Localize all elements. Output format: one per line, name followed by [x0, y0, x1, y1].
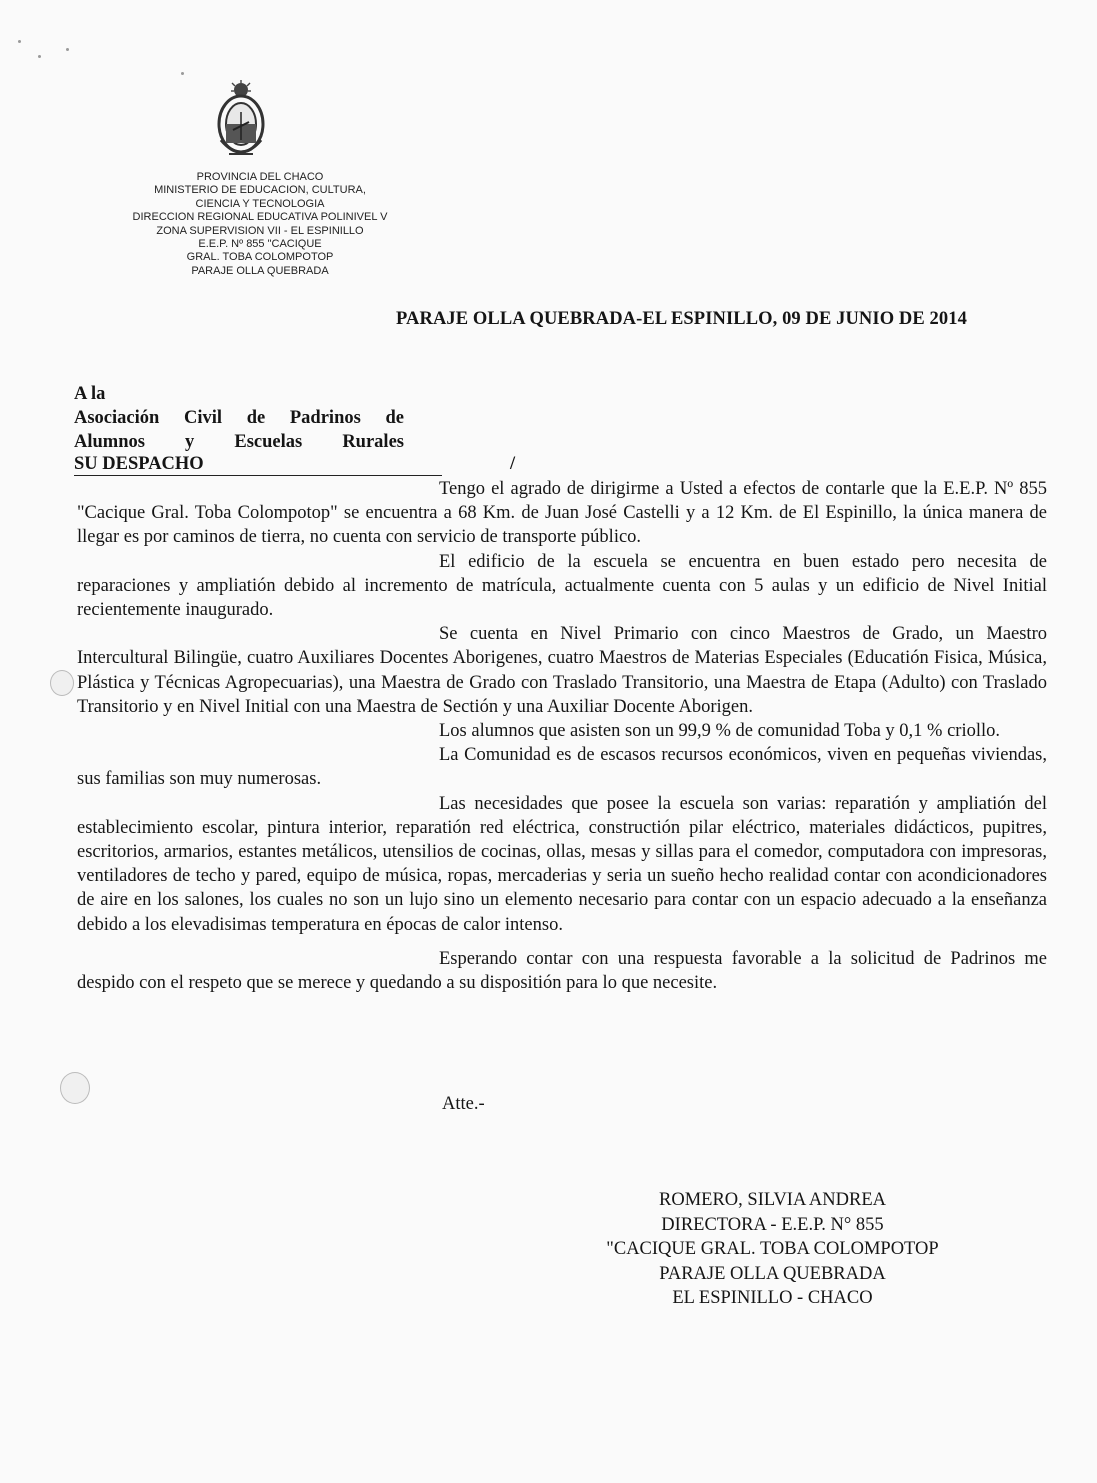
scan-speck [18, 40, 21, 43]
scan-speck [38, 55, 41, 58]
addressee-block [74, 382, 404, 454]
punch-hole [60, 1072, 90, 1104]
su-despacho-line [74, 454, 516, 476]
argentine-coat-of-arms-icon [215, 80, 267, 164]
addressee-line: A la [74, 384, 106, 404]
closing: Atte.- [442, 1094, 485, 1114]
despacho-slash: / [510, 454, 516, 474]
body-paragraph: Esperando contar con una respuesta favorable a la solicitud de Padrinos me despido con el respeto que se merece y quedando a su dispositión para lo que necesite. [77, 948, 1047, 994]
letterhead-line: DIRECCION REGIONAL EDUCATIVA POLINIVEL V [132, 211, 388, 224]
scan-speck [181, 72, 184, 75]
punch-hole [50, 670, 74, 696]
letterhead-line: MINISTERIO DE EDUCACION, CULTURA, [154, 184, 366, 197]
body-paragraph: La Comunidad es de escasos recursos económicos, viven en pequeñas viviendas, sus familias son muy numerosas. [77, 745, 1047, 790]
signature-line: "CACIQUE GRAL. TOBA COLOMPOTOP [606, 1239, 939, 1259]
signature-line: DIRECTORA - E.E.P. N° 855 [661, 1214, 884, 1235]
signature-line: PARAJE OLLA QUEBRADA [659, 1263, 886, 1284]
signature-block [570, 1188, 975, 1311]
letterhead-line: PARAJE OLLA QUEBRADA [191, 264, 329, 277]
letterhead-line: E.E.P. Nº 855 "CACIQUE [198, 238, 322, 251]
body-paragraph: Las necesidades que posee la escuela son varias: reparatión y ampliatión del establecimiento escolar, pintura interior, reparatión red eléctrica, constructión pilar eléctrico, materiales didácticos, pupitres, escritorios, armarios, estantes metálicos, utensilios de cocinas, ollas, mesas y sillas para el comedor, computadora con impresoras, ventiladores de techo y pared, equipo de música, ropas, mercaderias y seria un sueño hecho realidad contar con acondicionadores de aire en los salones, los cuales no son un lujo sino un elemento necesario para contar con un espacio adecuado a la enseñanza debido a los elevadisimas temperatura en épocas de calor intenso. [77, 793, 1047, 935]
body-paragraph: Los alumnos que asisten son un 99,9 % de comunidad Toba y 0,1 % criollo. [439, 721, 1000, 742]
body-paragraph: Tengo el agrado de dirigirme a Usted a efectos de contarle que la E.E.P. Nº 855 "Cacique Gral. Toba Colompotop" se encuentra a 68 Km. de Juan José Castelli y a 12 Km. de El Espinillo, la única manera de llegar es por caminos de tierra, no cuenta con servicio de transporte público. [77, 479, 1047, 548]
letterhead-line: ZONA SUPERVISION VII - EL ESPINILLO [156, 224, 364, 237]
scan-speck [66, 48, 69, 51]
letterhead [100, 171, 420, 278]
letter-body [77, 477, 1047, 995]
body-paragraph: Se cuenta en Nivel Primario con cinco Maestros de Grado, un Maestro Intercultural Bilingüe, cuatro Auxiliares Docentes Aborigenes, cuatro Maestros de Materias Especiales (Educatión Fisica, Música, Plástica y Técnicas Agropecuarias), una Maestra de Grado con Traslado Transitorio, una Maestra de Etapa (Adulto) con Traslado Transitorio y en Nivel Initial con una Maestra de Sectión y una Auxiliar Docente Aborigen. [77, 624, 1047, 717]
letterhead-line: GRAL. TOBA COLOMPOTOP [186, 251, 334, 264]
signature-line: ROMERO, SILVIA ANDREA [659, 1190, 886, 1210]
letterhead-line: CIENCIA Y TECNOLOGIA [195, 197, 325, 210]
su-despacho-label: SU DESPACHO [74, 454, 204, 474]
body-paragraph: El edificio de la escuela se encuentra en buen estado pero necesita de reparaciones y ampliatión debido al incremento de matrícula, actualmente cuenta con 5 aulas y un edificio de Nivel Initial recientemente inaugurado. [77, 551, 1047, 621]
letterhead-line: PROVINCIA DEL CHACO [196, 171, 324, 183]
addressee-line: Alumnos y Escuelas Rurales [74, 432, 404, 452]
underline-rule [74, 475, 442, 476]
addressee-line: Asociación Civil de Padrinos de [74, 408, 404, 428]
place-and-date: PARAJE OLLA QUEBRADA-EL ESPINILLO, 09 DE JUNIO DE 2014 [396, 309, 967, 329]
signature-line: EL ESPINILLO - CHACO [672, 1288, 873, 1308]
